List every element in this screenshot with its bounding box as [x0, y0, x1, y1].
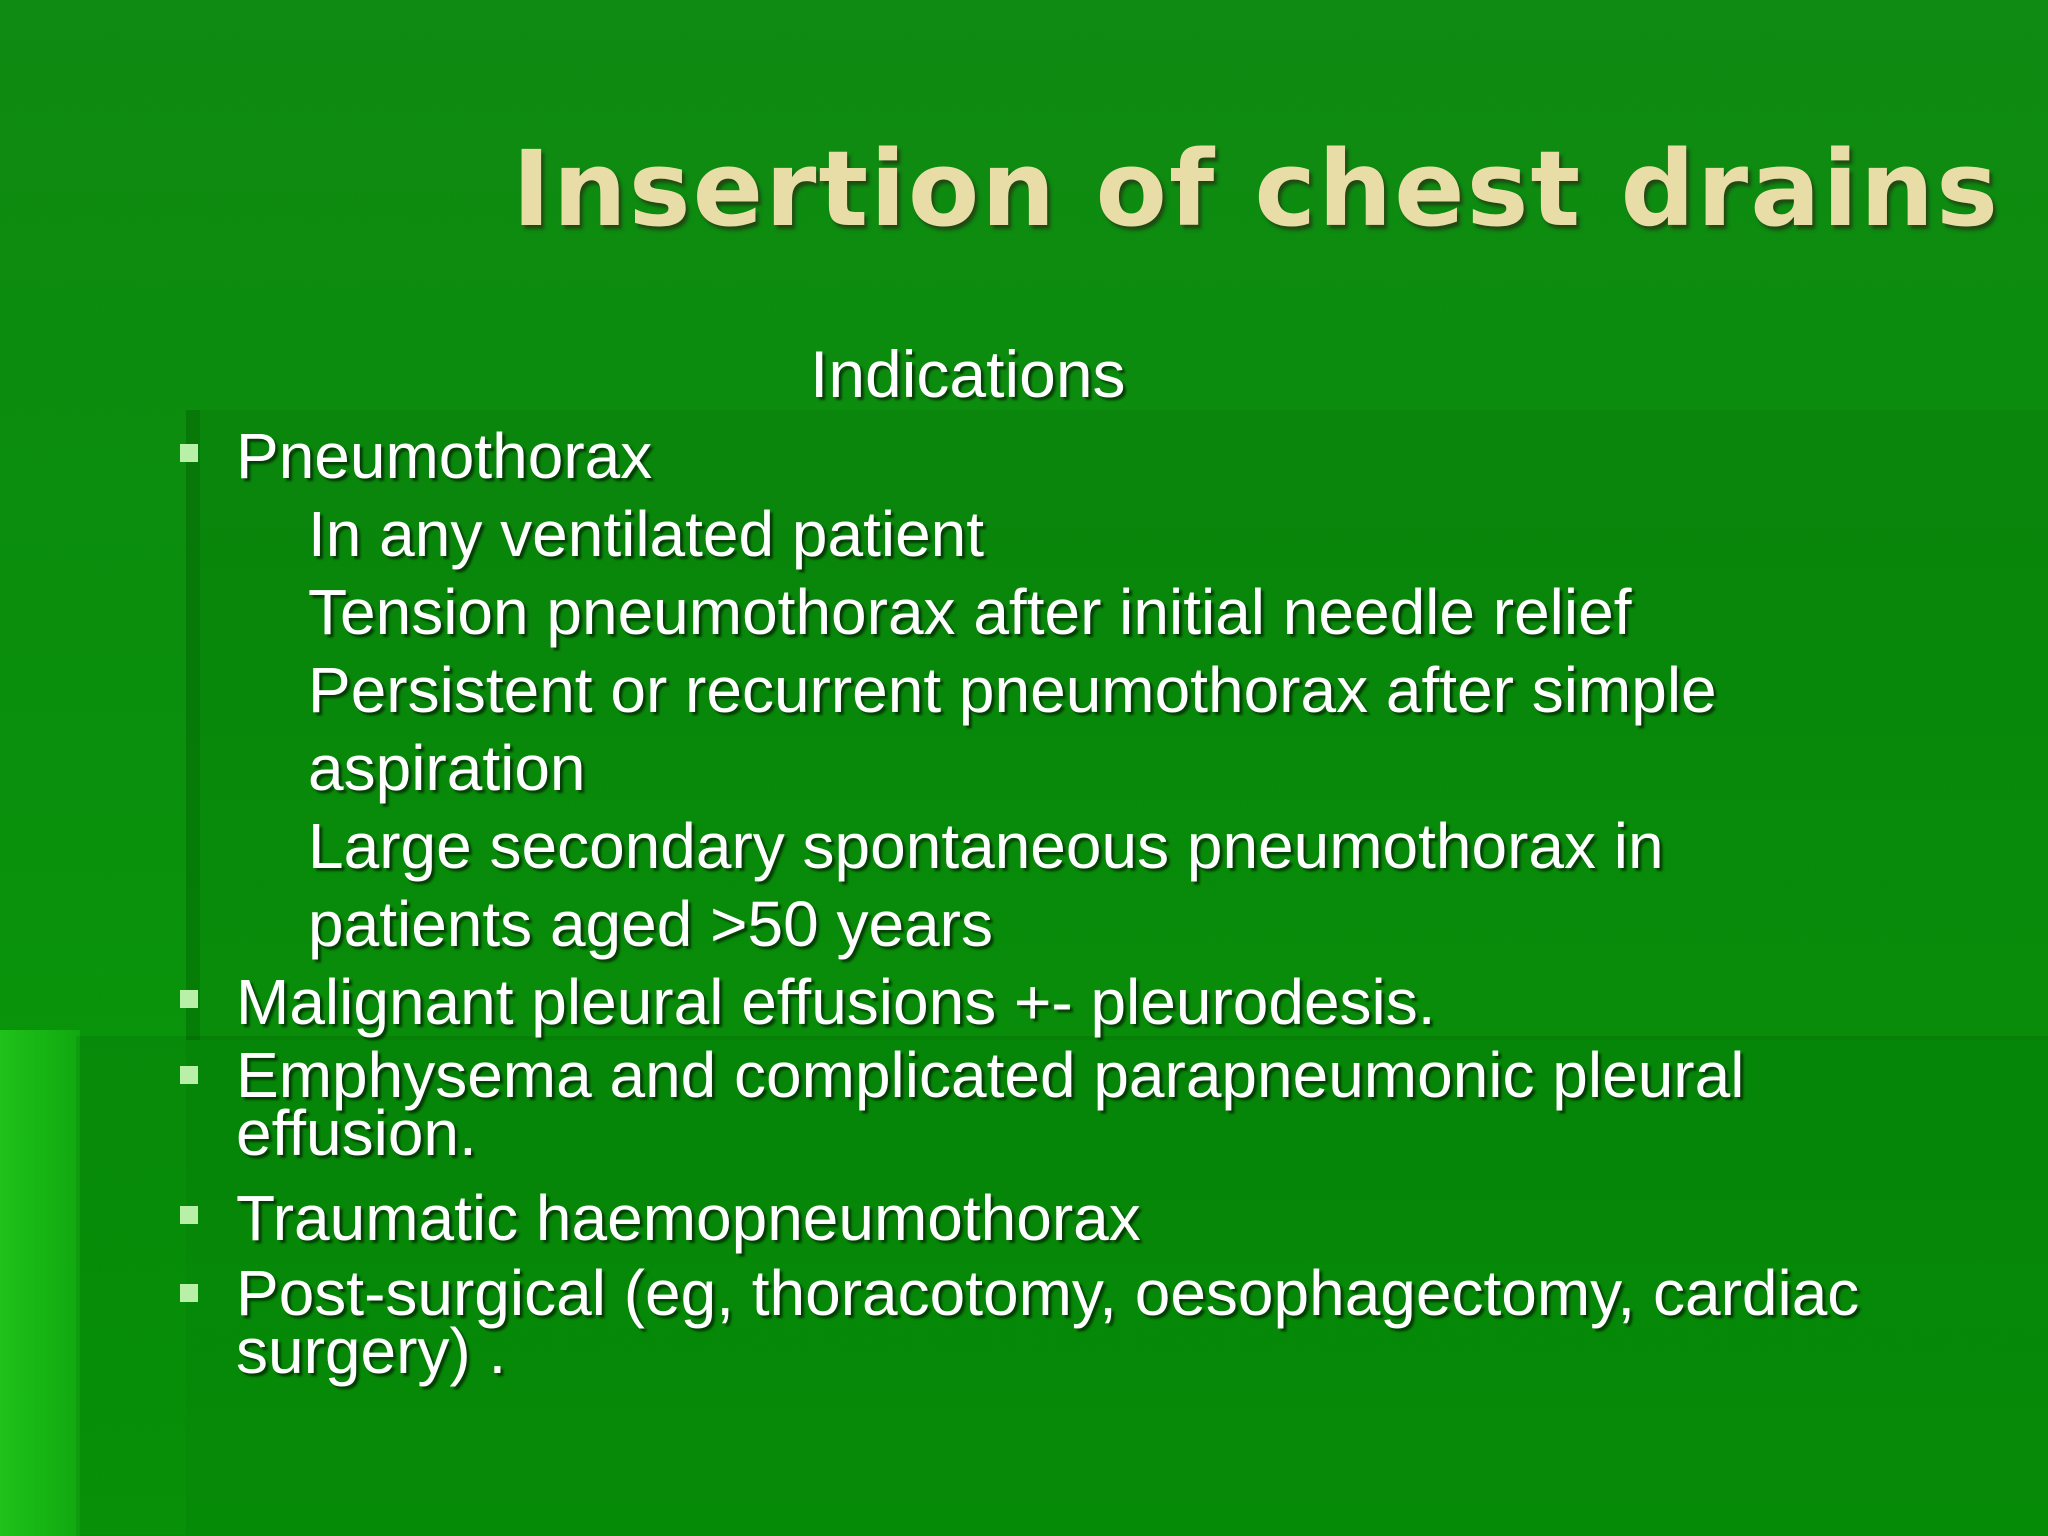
list-item: Post-surgical (eg, thoracotomy, oesophagectomy, cardiac surgery) .: [236, 1257, 1860, 1387]
sub-list-item: Large secondary spontaneous pneumothorax in: [308, 810, 1664, 882]
list-item: Malignant pleural effusions +- pleurodesis.: [236, 966, 1436, 1038]
bullet-marker: [180, 1206, 198, 1224]
bullet-marker: [180, 1066, 198, 1084]
sub-list-item: Tension pneumothorax after initial needle relief: [308, 576, 1632, 648]
list-item: Emphysema and complicated parapneumonic pleural effusion.: [236, 1039, 1745, 1169]
slide-title: Insertion of chest drains: [512, 128, 2000, 250]
slide-subtitle: Indications: [810, 337, 1126, 411]
list-item: Traumatic haemopneumothorax: [236, 1182, 1141, 1254]
sub-list-item: Persistent or recurrent pneumothorax after simple: [308, 654, 1717, 726]
sub-list-item: aspiration: [308, 732, 586, 804]
bullet-marker: [180, 990, 198, 1008]
list-item: Pneumothorax: [236, 420, 653, 492]
sub-list-item: patients aged >50 years: [308, 888, 993, 960]
bullet-marker: [180, 444, 198, 462]
bullet-marker: [180, 1284, 198, 1302]
sub-list-item: In any ventilated patient: [308, 498, 985, 570]
